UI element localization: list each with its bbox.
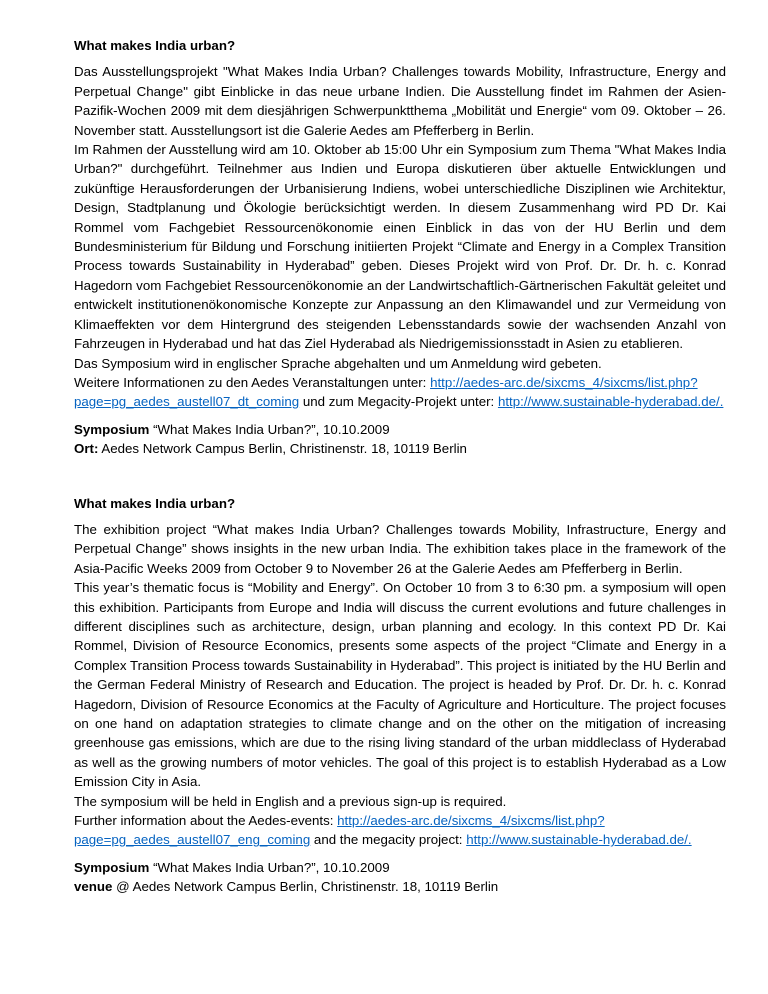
english-heading: What makes India urban? [74,495,236,511]
german-symposium-text: “What Makes India Urban?”, 10.10.2009 [149,421,390,437]
english-section [74,494,726,897]
english-venue-text: @ Aedes Network Campus Berlin, Christinenstr. 18, 10119 Berlin [112,879,499,895]
german-aedes-link[interactable]: http://aedes-arc.de/sixcms_4/sixcms/list.php?page=pg_aedes_austell07_dt_coming [74,374,698,410]
german-heading: What makes India urban? [74,38,236,53]
german-symposium-label: Symposium [74,421,150,437]
english-symposium-text: “What Makes India Urban?”, 10.10.2009 [149,859,390,875]
english-venue-info [74,877,726,896]
english-more-info-middle: and the megacity project: [310,832,467,848]
german-section [74,36,726,459]
german-venue-label: Ort: [74,441,99,457]
german-venue-text: Aedes Network Campus Berlin, Christinenstr. 18, 10119 Berlin [98,441,467,457]
english-megacity-link[interactable]: http://www.sustainable-hyderabad.de/. [466,832,692,848]
german-more-info-middle: und zum Megacity-Projekt unter: [299,394,498,410]
german-paragraph-exhibition: Das Ausstellungsprojekt "What Makes India Urban? Challenges towards Mobility, Infrastructure, Energy and Perpetual Change" gibt Einblicke in das neue urbane Indien. Die Ausstellung findet im Rahmen der Asien-Pazifik-Wochen 2009 mit dem diesjährigen Schwerpunktthema „Mobilität und Energie“ vom 09. Oktober – 26. November statt. Ausstellungsort ist die Galerie Aedes am Pfefferberg in Berlin. [74,64,726,138]
english-paragraph-language: The symposium will be held in English and a previous sign-up is required. [74,793,507,809]
english-paragraph-symposium: This year’s thematic focus is “Mobility and Energy”. On October 10 from 3 to 6:30 pm. a symposium will open this exhibition. Participants from Europe and India will discuss the current evolutions and future challenges in different disciplines such as architecture, design, urban planning and ecology. In this context PD Dr. Kai Rommel, Division of Resource Economics, presents some aspects of the project “Climate and Energy in a Complex Transition Process towards Sustainability in Hyderabad”. This project is initiated by the HU Berlin and the German Federal Ministry of Research and Education. The project is headed by Prof. Dr. Dr. h. c. Konrad Hagedorn, Division of Resource Economics at the Faculty of Agriculture and Horticulture. The project focuses on one hand on adaptation strategies to climate change and on the other on the mitigation of increasing greenhouse gas emissions, which are due to the rising living standard of the urban middleclass of Hyderabad as well as the growing numbers of motor vehicles. The goal of this project is to establish Hyderabad as a Low Emission City in Asia. [74,580,726,790]
german-more-info [74,373,726,412]
german-symposium-info [74,420,726,439]
english-paragraph-exhibition: The exhibition project “What makes India Urban? Challenges towards Mobility, Infrastructure, Energy and Perpetual Change” shows insights in the new urban India. The exhibition takes place in the framework of the Asia-Pacific Weeks 2009 from October 9 to November 26 at the Galerie Aedes am Pfefferberg in Berlin. [74,521,726,576]
german-paragraph-language: Das Symposium wird in englischer Sprache abgehalten und um Anmeldung wird gebeten. [74,355,602,371]
english-symposium-info [74,858,726,877]
english-venue-label: venue [74,879,113,895]
german-more-info-prefix: Weitere Informationen zu den Aedes Veranstaltungen unter: [74,374,431,390]
german-paragraph-symposium: Im Rahmen der Ausstellung wird am 10. Oktober ab 15:00 Uhr ein Symposium zum Thema "What Makes India Urban?" durchgeführt. Teilnehmer aus Indien und Europa diskutieren über aktuelle Entwicklungen und zukünftige Herausforderungen der Urbanisierung Indiens, wobei unterschiedliche Disziplinen wie Architektur, Design, Stadtplanung und Ökologie berücksichtigt werden. In diesem Zusammenhang wird PD Dr. Kai Rommel vom Fachgebiet Ressourcenökonomie einen Einblick in das von der HU Berlin und dem Bundesministerium für Bildung und Forschung initiierten Projekt “Climate and Energy in a Complex Transition Process towards Sustainability in Hyderabad” geben. Dieses Projekt wird von Prof. Dr. Dr. h. c. Konrad Hagedorn vom Fachgebiet Ressourcenökonomie an der Landwirtschaftlich-Gärtnerischen Fakultät geleitet und entwickelt institutionenökonomische Konzepte zur Anpassung an den Klimawandel und zur Vermeidung von Klimaeffekten vor dem Hintergrund des steigenden Lebensstandards sowie der wachsenden Anzahl von Fahrzeugen in Hyderabad und hat das Ziel Hyderabad als Niedrigemissionsstadt in Asien zu etablieren. [74,142,726,352]
english-more-info-prefix: Further information about the Aedes-events: [74,813,338,829]
english-symposium-label: Symposium [74,859,150,875]
english-aedes-link[interactable]: http://aedes-arc.de/sixcms_4/sixcms/list.php?page=pg_aedes_austell07_eng_coming [74,813,605,848]
german-venue-info [74,439,726,458]
german-megacity-link[interactable]: http://www.sustainable-hyderabad.de/. [497,394,724,410]
english-more-info [74,811,726,850]
